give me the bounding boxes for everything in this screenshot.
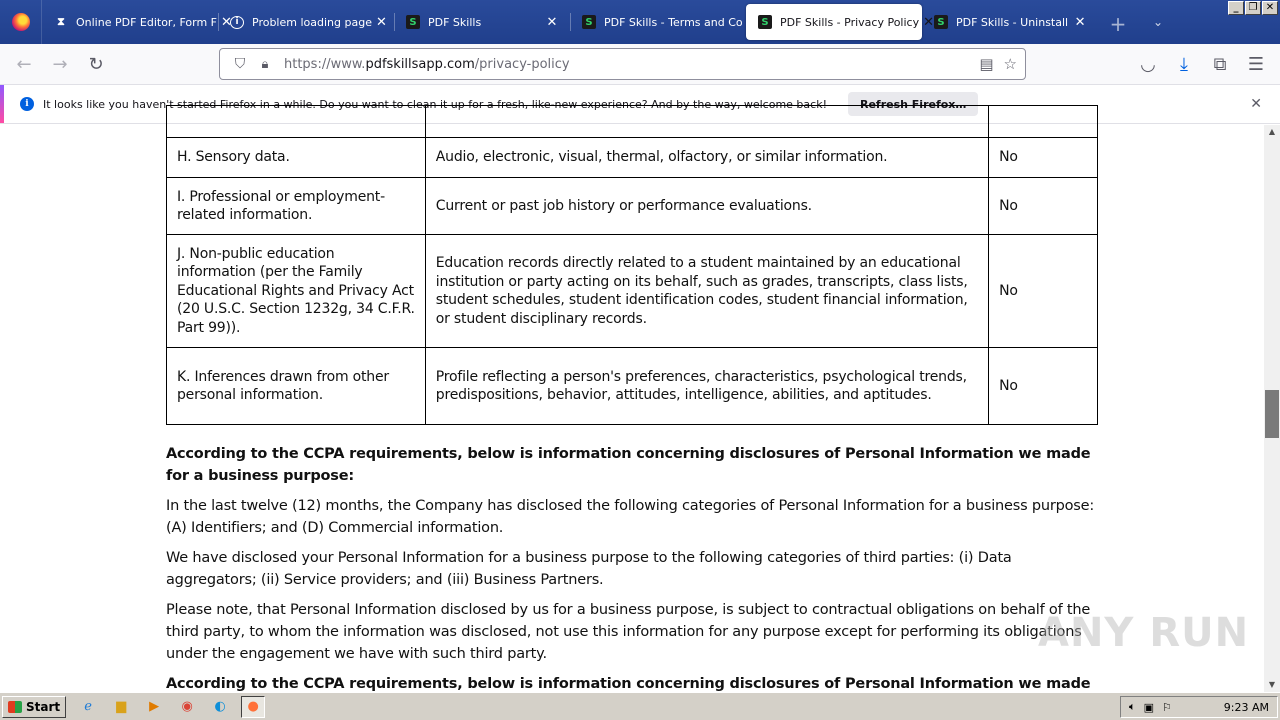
close-tab-icon[interactable]: ✕ [1074, 14, 1086, 30]
hamburger-menu-icon[interactable]: ☰ [1247, 53, 1265, 75]
tab-pdf-skills-uninstall[interactable] [922, 4, 1098, 40]
tab-online-pdf-editor[interactable] [42, 4, 232, 40]
info-icon: i [230, 16, 244, 29]
tab-pdf-skills-terms[interactable] [570, 4, 746, 40]
personal-info-table [166, 105, 1098, 425]
window-controls [1228, 1, 1278, 15]
tab-problem-loading[interactable] [218, 4, 394, 40]
folder-icon[interactable]: ▆ [116, 699, 127, 714]
disclosure-heading: According to the CCPA requirements, below is information concerning disclosures of Personal Information we made for a business purpose: [166, 446, 1091, 484]
vertical-scrollbar[interactable] [1264, 125, 1280, 692]
notification-text: It looks like you haven't started Firefox in a while. Do you want to clean it up for a fresh, like-new experience? And by the way, welcome back! [43, 97, 827, 111]
table-cell: I. Professional or employment-related information. [167, 178, 426, 235]
pdfskills-icon: S [934, 15, 948, 29]
table-cell: K. Inferences drawn from other personal information. [167, 348, 426, 425]
downloads-icon[interactable]: ⤓ [1180, 53, 1188, 75]
table-cell: Current or past job history or performance evaluations. [425, 178, 988, 235]
minimize-icon[interactable]: _ [1228, 1, 1244, 15]
table-row [167, 235, 1098, 348]
table-cell: Profile reflecting a person's preferences, characteristics, psychological trends, predispositions, behavior, attitudes, intelligence, abilities, and aptitudes. [425, 348, 988, 425]
hourglass-icon: ⧗ [57, 15, 65, 28]
table-cell: Audio, electronic, visual, thermal, olfactory, or similar information. [425, 138, 988, 178]
url-text[interactable]: https://www.pdfskillsapp.com/privacy-policy [284, 56, 570, 72]
system-tray [1120, 696, 1278, 718]
scroll-down-icon[interactable]: ▼ [1268, 680, 1276, 689]
bookmark-star-icon[interactable]: ☆ [1003, 55, 1017, 73]
flag-icon[interactable]: ⚐ [1162, 700, 1172, 714]
table-cell: Education records directly related to a student maintained by an educational institution or party acting on its behalf, such as grades, transcripts, class lists, student schedules, student identification codes, student financial information, or student disciplinary records. [425, 235, 988, 348]
close-tab-icon[interactable]: ✕ [923, 14, 935, 30]
table-cell: No [989, 348, 1098, 425]
table-cell [989, 106, 1098, 138]
table-cell [425, 106, 988, 138]
tab-pdf-skills-privacy[interactable] [746, 4, 935, 40]
page-content [0, 125, 1264, 692]
table-cell: No [989, 178, 1098, 235]
table-cell: H. Sensory data. [167, 138, 426, 178]
firefox-menu-button[interactable] [0, 0, 42, 44]
firefox-task-icon[interactable]: ● [241, 696, 265, 718]
close-tab-icon[interactable]: ✕ [546, 14, 558, 30]
info-icon: i [20, 97, 34, 111]
table-row [167, 178, 1098, 235]
extensions-icon[interactable]: ⧉ [1213, 53, 1227, 75]
internet-explorer-icon[interactable]: ℯ [84, 699, 92, 714]
table-cell [167, 106, 426, 138]
tab-strip [0, 0, 1280, 44]
new-tab-button[interactable]: + [1109, 12, 1127, 36]
forward-arrow-icon[interactable]: → [52, 53, 68, 75]
clock: 9:23 AM [1223, 700, 1269, 714]
close-tab-icon[interactable]: ✕ [221, 14, 232, 30]
pdfskills-icon: S [406, 15, 420, 29]
tab-title: Problem loading page [252, 15, 372, 29]
disclosure-heading: According to the CCPA requirements, below is information concerning disclosures of Personal Information we made [166, 676, 1091, 692]
firefox-logo-icon [12, 13, 30, 31]
scroll-up-icon[interactable]: ▲ [1268, 127, 1276, 136]
tab-title: PDF Skills - Uninstall [956, 15, 1069, 29]
start-label: Start [26, 699, 61, 714]
chrome-icon[interactable]: ◉ [181, 699, 193, 714]
reload-icon[interactable]: ↻ [88, 53, 104, 75]
tab-title: PDF Skills [428, 15, 482, 29]
table-row [167, 106, 1098, 138]
lock-icon[interactable]: 🔒︎ [261, 56, 269, 72]
close-notification-icon[interactable]: ✕ [1250, 96, 1262, 112]
tab-pdf-skills[interactable] [394, 4, 570, 40]
restore-icon[interactable]: ❐ [1245, 1, 1261, 15]
paragraph: We have disclosed your Personal Information for a business purpose to the following categories of third parties: (i) Data aggregators; (ii) Service providers; and (iii) Business Partners. [166, 550, 1012, 588]
table-row [167, 348, 1098, 425]
table-cell: J. Non-public education information (per the Family Educational Rights and Privacy Act (20 U.S.C. Section 1232g, 34 C.F.R. Part 99)). [167, 235, 426, 348]
url-bar[interactable] [219, 48, 1026, 80]
tracking-shield-icon[interactable]: ⛉ [234, 56, 246, 72]
scrollbar-thumb[interactable] [1265, 390, 1279, 438]
tab-title: PDF Skills - Terms and Co [604, 15, 743, 29]
table-cell: No [989, 138, 1098, 178]
tab-title: Online PDF Editor, Form F [76, 15, 217, 29]
network-icon[interactable]: ▣ [1143, 700, 1155, 714]
table-cell: No [989, 235, 1098, 348]
navigation-toolbar [0, 44, 1280, 84]
volume-icon[interactable]: 🔈︎ [1129, 700, 1136, 713]
reader-view-icon[interactable]: ▤ [979, 55, 994, 73]
media-player-icon[interactable]: ▶ [149, 699, 160, 714]
paragraph: Please note, that Personal Information disclosed by us for a business purpose, is subject to contractual obligations on behalf of the third party, to whom the information was disclosed, not use this information for any purpose except for performing its obligations under the engagement we have with such third party. [166, 602, 1091, 662]
close-window-icon[interactable]: ✕ [1262, 1, 1278, 15]
table-row [167, 138, 1098, 178]
pdfskills-icon: S [582, 15, 596, 29]
windows-taskbar [0, 692, 1280, 720]
refresh-firefox-button[interactable]: Refresh Firefox… [848, 92, 978, 116]
close-tab-icon[interactable]: ✕ [375, 14, 387, 30]
anyrun-watermark: ANY RUN [1038, 610, 1250, 656]
pocket-icon[interactable]: ◡ [1140, 53, 1156, 75]
list-all-tabs-icon[interactable]: ⌄ [1152, 15, 1164, 29]
tab-title: PDF Skills - Privacy Policy [780, 15, 920, 29]
paragraph: In the last twelve (12) months, the Company has disclosed the following categories of Personal Information for a business purpose: (A) Identifiers; and (D) Commercial information. [166, 498, 1095, 536]
back-arrow-icon[interactable]: ← [16, 53, 32, 75]
start-button[interactable] [2, 696, 66, 718]
pdfskills-icon: S [758, 15, 772, 29]
windows-logo-icon [8, 701, 22, 713]
edge-icon[interactable]: ◐ [214, 699, 226, 714]
